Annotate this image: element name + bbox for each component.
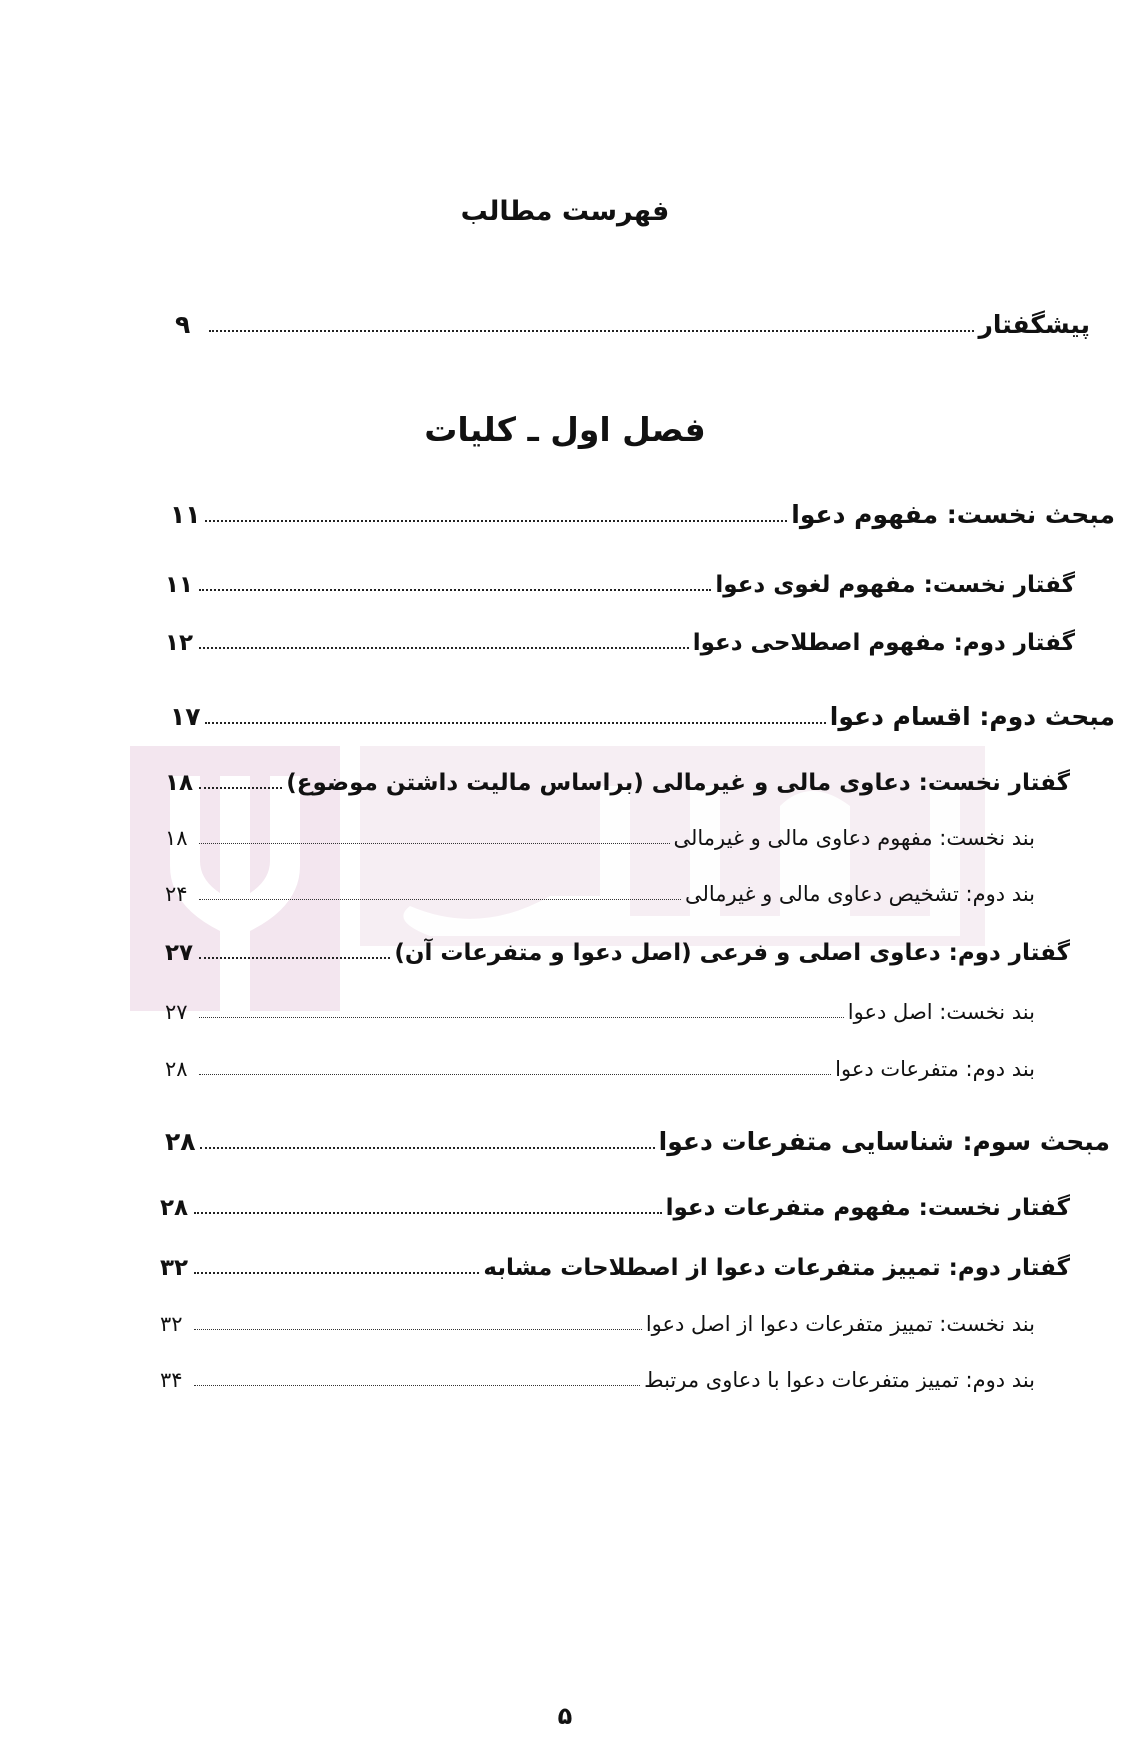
toc-entry[interactable]: [165, 630, 1075, 656]
toc-entry-page: ۲۴: [165, 882, 188, 906]
chapter-title: فصل اول ـ کلیات: [424, 410, 706, 449]
toc-entry-page: ۳۲: [160, 1312, 183, 1336]
toc-entry[interactable]: [160, 1368, 1035, 1392]
page-number: ۵: [557, 1702, 573, 1730]
toc-entry[interactable]: [170, 500, 1115, 529]
toc-entry[interactable]: [165, 1000, 1035, 1024]
toc-entry[interactable]: [165, 770, 1070, 796]
toc-entry[interactable]: [165, 1057, 1035, 1081]
toc-entry-page: ۱۲: [165, 630, 194, 656]
toc-entry-page: ۱۱: [170, 500, 201, 529]
toc-entry-page: ۱۸: [165, 826, 188, 850]
toc-entry-page: ۳۲: [160, 1255, 189, 1281]
toc-entry-label: گفتار دوم: دعاوی اصلی و فرعی (اصل دعوا و متفرعات آن): [394, 940, 1070, 966]
dot-leader: [200, 1147, 655, 1149]
toc-entry-label: مبحث نخست: مفهوم دعوا: [791, 500, 1115, 529]
toc-entry[interactable]: [165, 940, 1070, 966]
toc-entry[interactable]: [165, 572, 1075, 598]
toc-entry-page: ۲۸: [165, 1057, 188, 1081]
toc-entry-label: گفتار دوم: تمییز متفرعات دعوا از اصطلاحات مشابه: [483, 1255, 1070, 1281]
toc-entry-preface[interactable]: [175, 310, 1090, 339]
dot-leader: [194, 1272, 479, 1274]
dot-leader: [194, 1329, 642, 1330]
dot-leader: [205, 520, 788, 522]
toc-entry[interactable]: [165, 1127, 1110, 1156]
toc-entry-page: ۳۴: [160, 1368, 183, 1392]
toc-entry-label: گفتار نخست: دعاوی مالی و غیرمالی (براساس مالیت داشتن موضوع): [286, 770, 1070, 796]
toc-entry-label: گفتار دوم: مفهوم اصطلاحی دعوا: [692, 630, 1075, 656]
toc-entry[interactable]: [170, 702, 1115, 731]
toc-entry-label: بند دوم: متفرعات دعوا: [835, 1057, 1035, 1081]
toc-entry-page: ۲۷: [165, 1000, 188, 1024]
dot-leader: [199, 957, 390, 959]
toc-entry-label: پیشگفتار: [978, 310, 1090, 339]
toc-entry[interactable]: [160, 1312, 1035, 1336]
toc-entry[interactable]: [160, 1255, 1070, 1281]
dot-leader: [194, 1385, 640, 1386]
toc-entry-page: ۱۸: [165, 770, 194, 796]
toc-entry-label: بند دوم: تمییز متفرعات دعوا با دعاوی مرتبط: [644, 1368, 1035, 1392]
dot-leader: [209, 330, 974, 332]
toc-entry-label: مبحث دوم: اقسام دعوا: [829, 702, 1115, 731]
toc-entry-page: ۲۷: [165, 940, 194, 966]
dot-leader: [199, 647, 689, 649]
dot-leader: [199, 787, 282, 789]
toc-entry-label: بند نخست: اصل دعوا: [847, 1000, 1035, 1024]
toc-title: فهرست مطالب: [460, 196, 670, 227]
toc-entry[interactable]: [160, 1195, 1070, 1221]
toc-entry-page: ۱۷: [170, 702, 201, 731]
dot-leader: [199, 1074, 831, 1075]
dot-leader: [199, 899, 681, 900]
toc-entry-page: ۲۸: [165, 1127, 196, 1156]
dot-leader: [199, 589, 711, 591]
dot-leader: [199, 1017, 844, 1018]
toc-entry-label: بند دوم: تشخیص دعاوی مالی و غیرمالی: [684, 882, 1035, 906]
toc-entry-page: ۲۸: [160, 1195, 189, 1221]
dot-leader: [194, 1212, 662, 1214]
dot-leader: [205, 722, 826, 724]
dot-leader: [199, 843, 670, 844]
toc-entry-label: گفتار نخست: مفهوم متفرعات دعوا: [665, 1195, 1070, 1221]
toc-entry-label: بند نخست: مفهوم دعاوی مالی و غیرمالی: [673, 826, 1035, 850]
toc-entry-page: ۹: [175, 310, 191, 339]
toc-entry-label: گفتار نخست: مفهوم لغوی دعوا: [715, 572, 1075, 598]
toc-entry-page: ۱۱: [165, 572, 194, 598]
toc-entry[interactable]: [165, 882, 1035, 906]
toc-entry[interactable]: [165, 826, 1035, 850]
toc-entry-label: بند نخست: تمییز متفرعات دعوا از اصل دعوا: [645, 1312, 1035, 1336]
toc-entry-label: مبحث سوم: شناسایی متفرعات دعوا: [658, 1127, 1110, 1156]
